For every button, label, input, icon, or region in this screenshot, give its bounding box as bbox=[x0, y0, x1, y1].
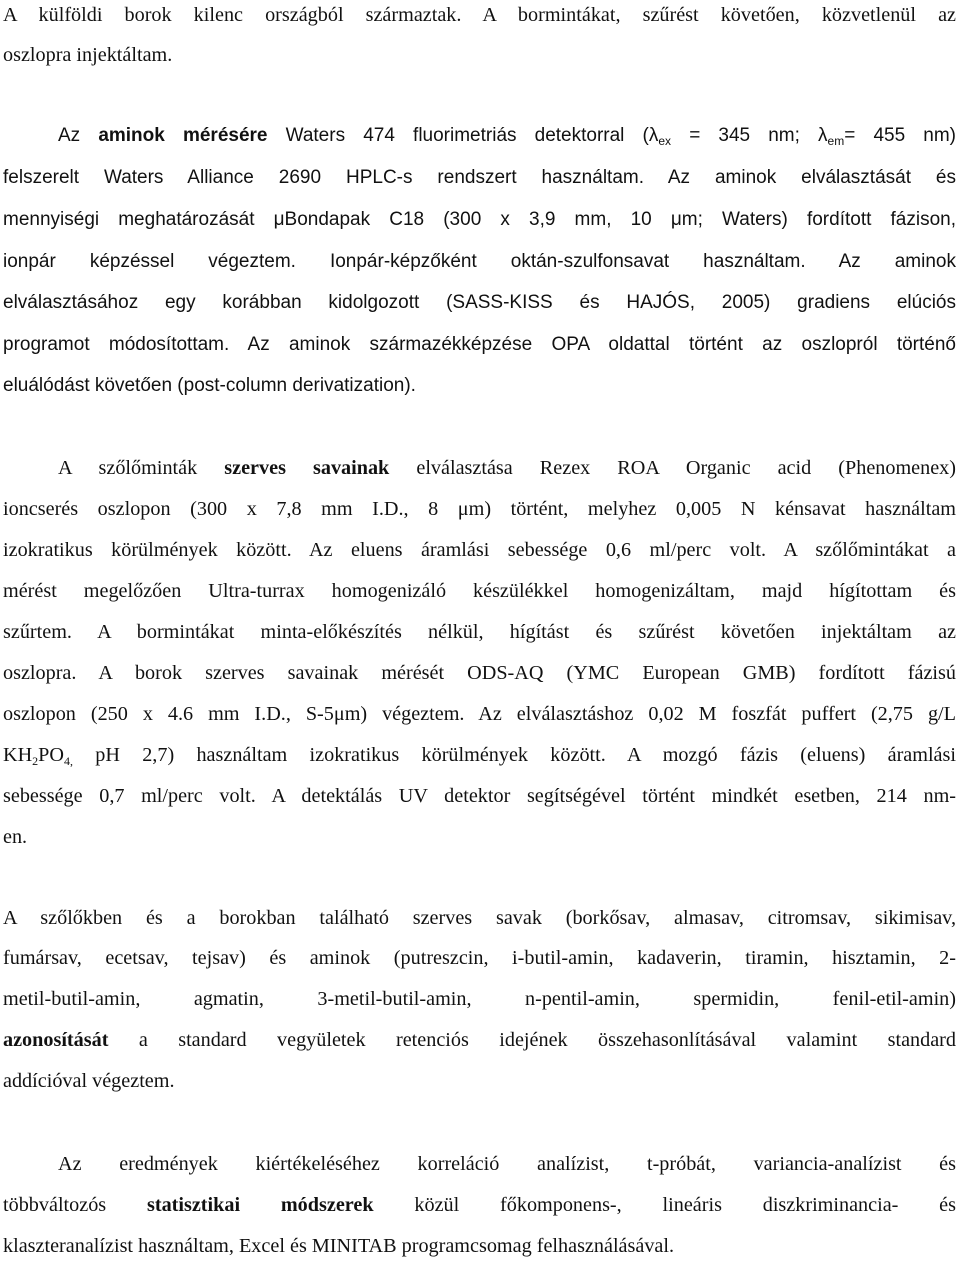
text-line: elválasztásához egy korábban kidolgozott (SASS-KISS és HAJÓS, 2005) gradiens elúciós bbox=[3, 292, 956, 313]
text-run: pH 2,7) használtam izokratikus körülmények között. A mozgó fázis (eluens) áramlási bbox=[72, 744, 956, 766]
text-run: = 345 nm; λ bbox=[671, 125, 828, 146]
text-line: addícióval végeztem. bbox=[3, 1070, 175, 1092]
text-line: mérést megelőzően Ultra-turrax homogenizáló készülékkel homogenizáltam, majd hígítottam és bbox=[3, 580, 956, 602]
text-line: Az eredmények kiértékeléséhez korreláció analízist, t-próbát, variancia-analízist és bbox=[58, 1153, 956, 1175]
subscript: 4, bbox=[63, 754, 73, 768]
bold-term-identification: azonosítását bbox=[3, 1029, 109, 1051]
text-line bbox=[3, 743, 956, 767]
text-line: ionpár képzéssel végeztem. Ionpár-képzőként oktán-szulfonsavat használtam. Az aminok bbox=[3, 251, 956, 272]
text-run: közül főkomponens-, lineáris diszkriminancia- és bbox=[373, 1194, 957, 1216]
text-run: KH bbox=[3, 744, 33, 766]
text-run: Az bbox=[58, 125, 99, 146]
text-line: oszlopon (250 x 4.6 mm I.D., S-5μm) végeztem. Az elválasztáshoz 0,02 M foszfát puffert (2,75 g/L bbox=[3, 703, 956, 725]
text-line: fumársav, ecetsav, tejsav) és aminok (putreszcin, i-butil-amin, kadaverin, tiramin, hisztamin, 2- bbox=[3, 947, 956, 969]
text-line: izokratikus körülmények között. Az eluens áramlási sebessége 0,6 ml/perc volt. A szőlőmintákat a bbox=[3, 539, 956, 561]
bold-term-organic-acids: szerves savainak bbox=[224, 457, 390, 479]
bold-term-amine-measurement: aminok mérésére bbox=[98, 125, 268, 146]
text-line: szűrtem. A bormintákat minta-előkészítés nélkül, hígítást és szűrést követően injektáltam az bbox=[3, 621, 956, 643]
text-line: en. bbox=[3, 826, 28, 848]
text-run: többváltozós bbox=[3, 1194, 147, 1216]
subscript: em bbox=[827, 134, 845, 148]
text-line bbox=[3, 124, 956, 148]
text-line: A külföldi borok kilenc országból származtak. A bormintákat, szűrést követően, közvetlenül az bbox=[3, 4, 956, 26]
text-line: klaszteranalízist használtam, Excel és MINITAB programcsomag felhasználásával. bbox=[3, 1235, 675, 1257]
text-line: mennyiségi meghatározását μBondapak C18 (300 x 3,9 mm, 10 μm; Waters) fordított fázison, bbox=[3, 209, 956, 230]
text-run: A szőlőminták bbox=[58, 457, 225, 479]
text-line bbox=[3, 456, 956, 480]
text-run: = 455 nm) bbox=[844, 125, 956, 146]
text-line bbox=[3, 1193, 956, 1217]
text-line: felszerelt Waters Alliance 2690 HPLC-s rendszert használtam. Az aminok elválasztását és bbox=[3, 167, 956, 188]
text-line: eluálódást követően (post-column derivatization). bbox=[3, 375, 416, 396]
bold-term-statistical-methods: statisztikai módszerek bbox=[146, 1194, 374, 1216]
text-line bbox=[3, 1028, 956, 1052]
text-line: sebessége 0,7 ml/perc volt. A detektálás UV detektor segítségével történt mindkét esetben, 214 nm- bbox=[3, 785, 956, 807]
text-line: oszlopra. A borok szerves savainak mérését ODS-AQ (YMC European GMB) fordított fázisú bbox=[3, 662, 956, 684]
text-run: a standard vegyületek retenciós idejének összehasonlításával valamint standard bbox=[108, 1029, 956, 1051]
subscript: 2 bbox=[32, 754, 39, 768]
subscript: ex bbox=[658, 134, 672, 148]
text-line: oszlopra injektáltam. bbox=[3, 44, 173, 66]
text-run: PO bbox=[38, 744, 64, 766]
text-line: A szőlőkben és a borokban található szerves savak (borkősav, almasav, citromsav, sikimisav, bbox=[3, 907, 956, 929]
text-line: metil-butil-amin, agmatin, 3-metil-butil-amin, n-pentil-amin, spermidin, fenil-etil-amin) bbox=[3, 988, 956, 1010]
text-run: elválasztása Rezex ROA Organic acid (Phenomenex) bbox=[389, 457, 957, 479]
text-line: ioncserés oszlopon (300 x 7,8 mm I.D., 8 μm) történt, melyhez 0,005 N kénsavat használtam bbox=[3, 498, 956, 520]
text-run: Waters 474 fluorimetriás detektorral (λ bbox=[267, 125, 659, 146]
text-line: programot módosítottam. Az aminok származékképzése OPA oldattal történt az oszlopról történő bbox=[3, 334, 956, 355]
